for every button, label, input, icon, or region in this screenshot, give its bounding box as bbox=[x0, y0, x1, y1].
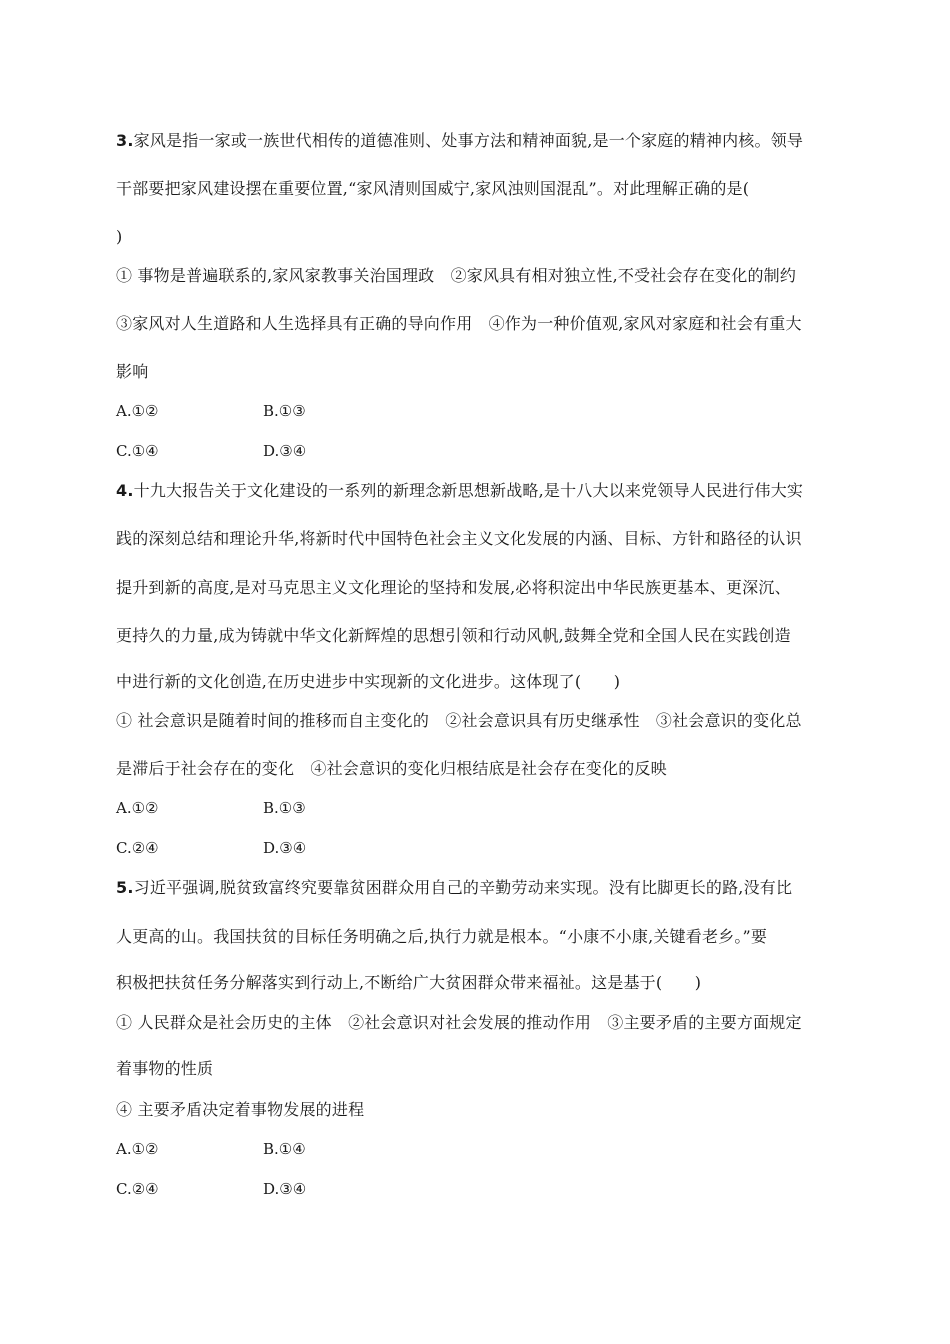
option-c: C.①④ bbox=[116, 442, 159, 460]
option-c: C.②④ bbox=[116, 1180, 159, 1198]
question-3-line-1: 3.家风是指一家或一族世代相传的道德准则、处事方法和精神面貌,是一个家庭的精神内核。领导 bbox=[116, 131, 804, 150]
option-b: B.①③ bbox=[263, 402, 306, 420]
statement-line: ③家风对人生道路和人生选择具有正确的导向作用 ④作为一种价值观,家风对家庭和社会有重大 bbox=[116, 314, 802, 333]
statement-line: ① 人民群众是社会历史的主体 ②社会意识对社会发展的推动作用 ③主要矛盾的主要方面规定 bbox=[116, 1013, 802, 1032]
option-a: A.①② bbox=[116, 1140, 159, 1158]
statement-line: ① 社会意识是随着时间的推移而自主变化的 ②社会意识具有历史继承性 ③社会意识的变化总 bbox=[116, 711, 802, 730]
statement-line: ④ 主要矛盾决定着事物发展的进程 bbox=[116, 1100, 365, 1119]
option-d: D.③④ bbox=[263, 442, 307, 460]
statement-line: 是滞后于社会存在的变化 ④社会意识的变化归根结底是社会存在变化的反映 bbox=[116, 759, 667, 778]
option-b: B.①④ bbox=[263, 1140, 306, 1158]
question-5-line-1: 5.习近平强调,脱贫致富终究要靠贫困群众用自己的辛勤劳动来实现。没有比脚更长的路,没有比 bbox=[116, 878, 793, 897]
option-a: A.①② bbox=[116, 799, 159, 817]
statement-line: ① 事物是普遍联系的,家风家教事关治国理政 ②家风具有相对独立性,不受社会存在变化的制约 bbox=[116, 266, 797, 285]
question-3-line-3: ) bbox=[116, 227, 123, 246]
question-4-line-3: 提升到新的高度,是对马克思主义文化理论的坚持和发展,必将积淀出中华民族更基本、更深沉、 bbox=[116, 578, 791, 597]
option-b: B.①③ bbox=[263, 799, 306, 817]
question-4-line-2: 践的深刻总结和理论升华,将新时代中国特色社会主义文化发展的内涵、目标、方针和路径的认识 bbox=[116, 529, 802, 548]
question-3-line-2: 干部要把家风建设摆在重要位置,“家风清则国威宁,家风浊则国混乱”。对此理解正确的是( bbox=[116, 179, 750, 198]
option-a: A.①② bbox=[116, 402, 159, 420]
statement-line: 着事物的性质 bbox=[116, 1059, 214, 1078]
question-number: 3. bbox=[116, 131, 134, 150]
question-4-line-4: 更持久的力量,成为铸就中华文化新辉煌的思想引领和行动风帆,鼓舞全党和全国人民在实践创造 bbox=[116, 626, 791, 645]
question-number: 4. bbox=[116, 481, 134, 500]
statement-line: 影响 bbox=[116, 362, 149, 381]
question-4-line-1: 4.十九大报告关于文化建设的一系列的新理念新思想新战略,是十八大以来党领导人民进行伟大实 bbox=[116, 481, 804, 500]
option-d: D.③④ bbox=[263, 1180, 307, 1198]
question-5-line-2: 人更高的山。我国扶贫的目标任务明确之后,执行力就是根本。“小康不小康,关键看老乡。”要 bbox=[116, 927, 768, 946]
question-5-line-3: 积极把扶贫任务分解落实到行动上,不断给广大贫困群众带来福祉。这是基于( ) bbox=[116, 973, 702, 992]
question-number: 5. bbox=[116, 878, 134, 897]
option-d: D.③④ bbox=[263, 839, 307, 857]
option-c: C.②④ bbox=[116, 839, 159, 857]
question-4-line-5: 中进行新的文化创造,在历史进步中实现新的文化进步。这体现了( ) bbox=[116, 672, 621, 691]
